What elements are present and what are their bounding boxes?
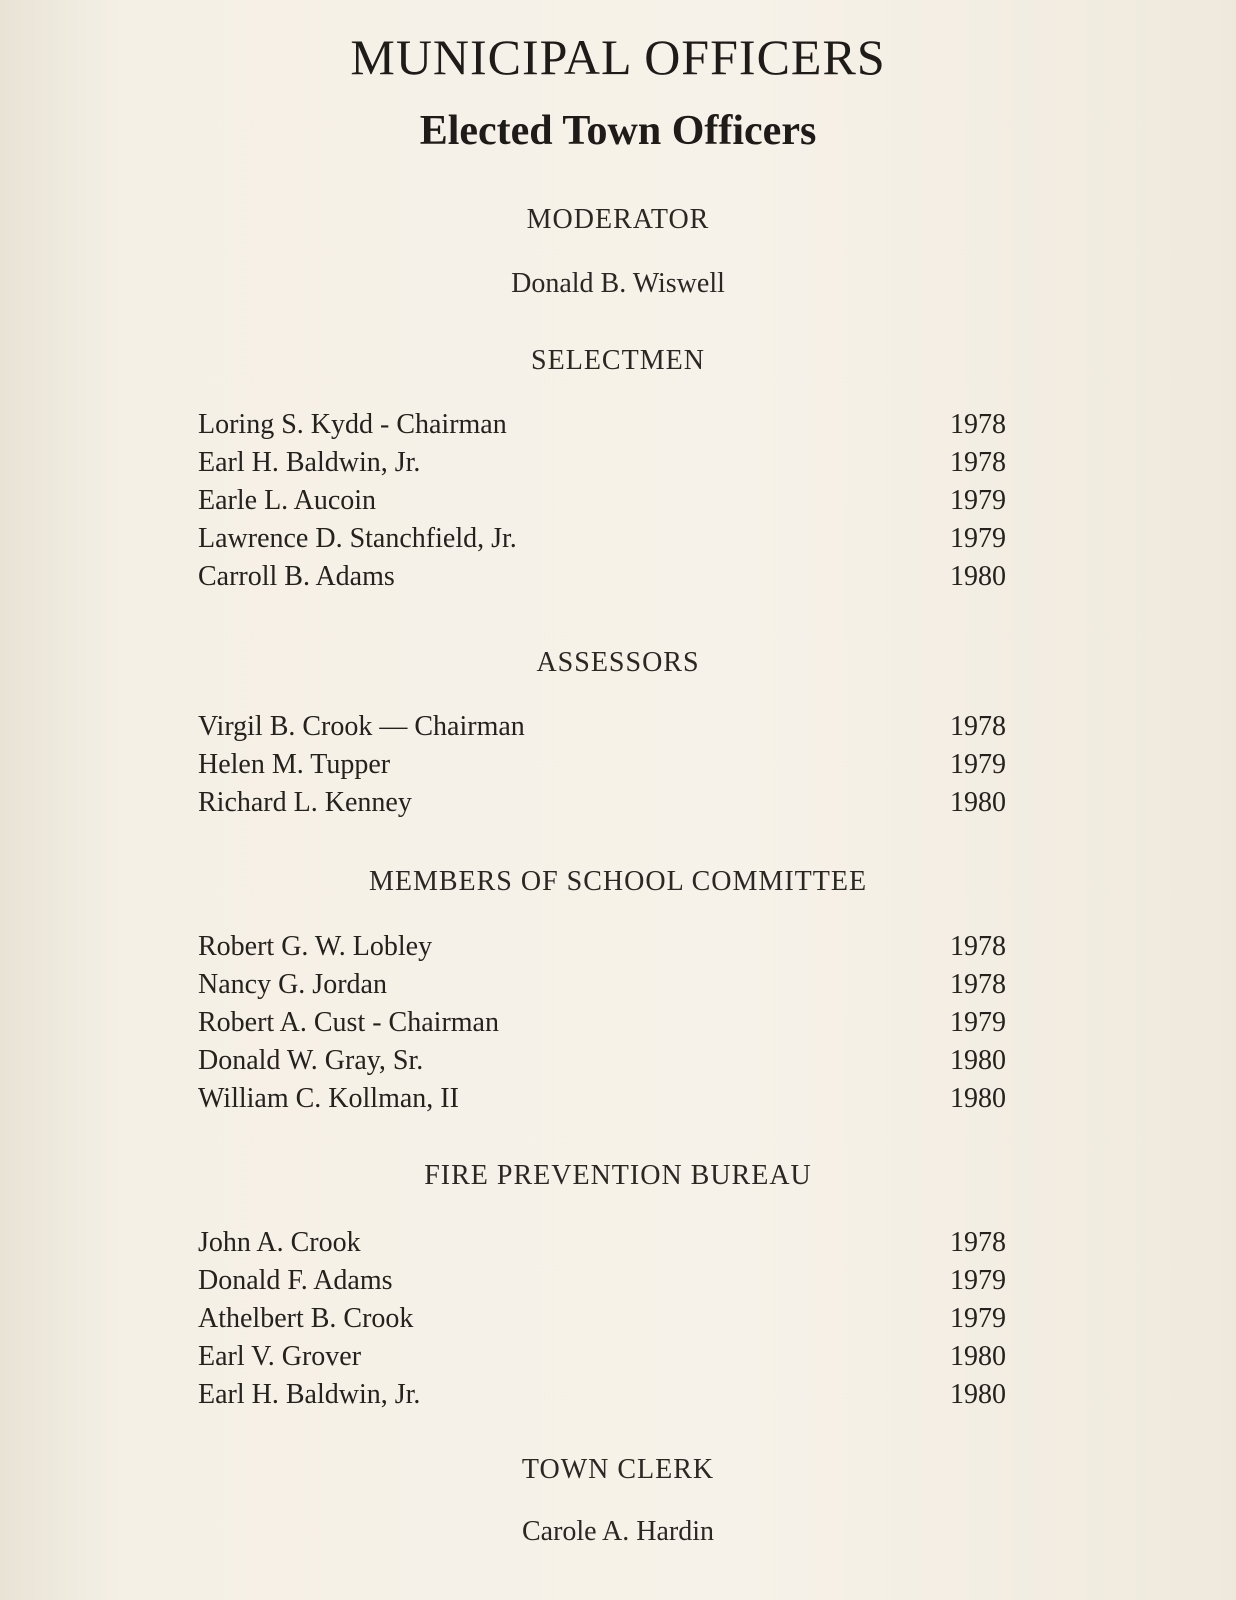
member-name: Lawrence D. Stanchfield, Jr. — [198, 523, 517, 554]
list-item — [198, 784, 1006, 822]
term-year: 1979 — [950, 1007, 1006, 1038]
fire-prevention-list — [198, 1224, 1006, 1414]
term-year: 1979 — [950, 485, 1006, 516]
term-year: 1979 — [950, 1265, 1006, 1296]
selectmen-list — [198, 406, 1006, 596]
member-name: Carroll B. Adams — [198, 561, 395, 592]
school-committee-list — [198, 928, 1006, 1118]
member-name: Loring S. Kydd - Chairman — [198, 409, 507, 440]
term-year: 1978 — [950, 969, 1006, 1000]
moderator-heading: MODERATOR — [526, 204, 710, 235]
term-year: 1980 — [950, 561, 1006, 592]
member-name: William C. Kollman, II — [198, 1083, 459, 1114]
list-item — [198, 708, 1006, 746]
term-year: 1979 — [950, 523, 1006, 554]
term-year: 1980 — [950, 1341, 1006, 1372]
term-year: 1978 — [950, 711, 1006, 742]
list-item — [198, 558, 1006, 596]
member-name: Robert A. Cust - Chairman — [198, 1007, 499, 1038]
member-name: Helen M. Tupper — [198, 749, 391, 780]
town-clerk-heading: TOWN CLERK — [521, 1454, 715, 1485]
list-item — [198, 444, 1006, 482]
list-item — [198, 1004, 1006, 1042]
member-name: Richard L. Kenney — [198, 787, 412, 818]
member-name: John A. Crook — [198, 1227, 361, 1258]
member-name: Earl V. Grover — [198, 1341, 362, 1372]
member-name: Nancy G. Jordan — [198, 969, 387, 1000]
term-year: 1980 — [950, 1083, 1006, 1114]
term-year: 1980 — [950, 1045, 1006, 1076]
term-year: 1979 — [950, 1303, 1006, 1334]
town-clerk-name: Carole A. Hardin — [521, 1516, 715, 1547]
moderator-name: Donald B. Wiswell — [511, 268, 725, 299]
list-item — [198, 1224, 1006, 1262]
list-item — [198, 1376, 1006, 1414]
list-item — [198, 1080, 1006, 1118]
member-name: Donald F. Adams — [198, 1265, 393, 1296]
page-subtitle: Elected Town Officers — [419, 108, 817, 154]
list-item — [198, 482, 1006, 520]
term-year: 1980 — [950, 787, 1006, 818]
list-item — [198, 1262, 1006, 1300]
list-item — [198, 746, 1006, 784]
term-year: 1978 — [950, 1227, 1006, 1258]
page-title: MUNICIPAL OFFICERS — [350, 29, 886, 85]
list-item — [198, 1300, 1006, 1338]
member-name: Earle L. Aucoin — [198, 485, 377, 516]
member-name: Earl H. Baldwin, Jr. — [198, 447, 421, 478]
term-year: 1978 — [950, 931, 1006, 962]
list-item — [198, 406, 1006, 444]
fire-prevention-heading: FIRE PREVENTION BUREAU — [424, 1160, 812, 1191]
term-year: 1978 — [950, 409, 1006, 440]
term-year: 1980 — [950, 1379, 1006, 1410]
member-name: Virgil B. Crook — Chairman — [198, 711, 525, 742]
list-item — [198, 966, 1006, 1004]
member-name: Robert G. W. Lobley — [198, 931, 433, 962]
list-item — [198, 928, 1006, 966]
assessors-heading: ASSESSORS — [536, 647, 700, 678]
selectmen-heading: SELECTMEN — [531, 345, 705, 376]
school-committee-heading: MEMBERS OF SCHOOL COMMITTEE — [368, 866, 868, 897]
term-year: 1979 — [950, 749, 1006, 780]
list-item — [198, 520, 1006, 558]
list-item — [198, 1338, 1006, 1376]
member-name: Athelbert B. Crook — [198, 1303, 414, 1334]
member-name: Donald W. Gray, Sr. — [198, 1045, 424, 1076]
assessors-list — [198, 708, 1006, 822]
list-item — [198, 1042, 1006, 1080]
term-year: 1978 — [950, 447, 1006, 478]
member-name: Earl H. Baldwin, Jr. — [198, 1379, 421, 1410]
